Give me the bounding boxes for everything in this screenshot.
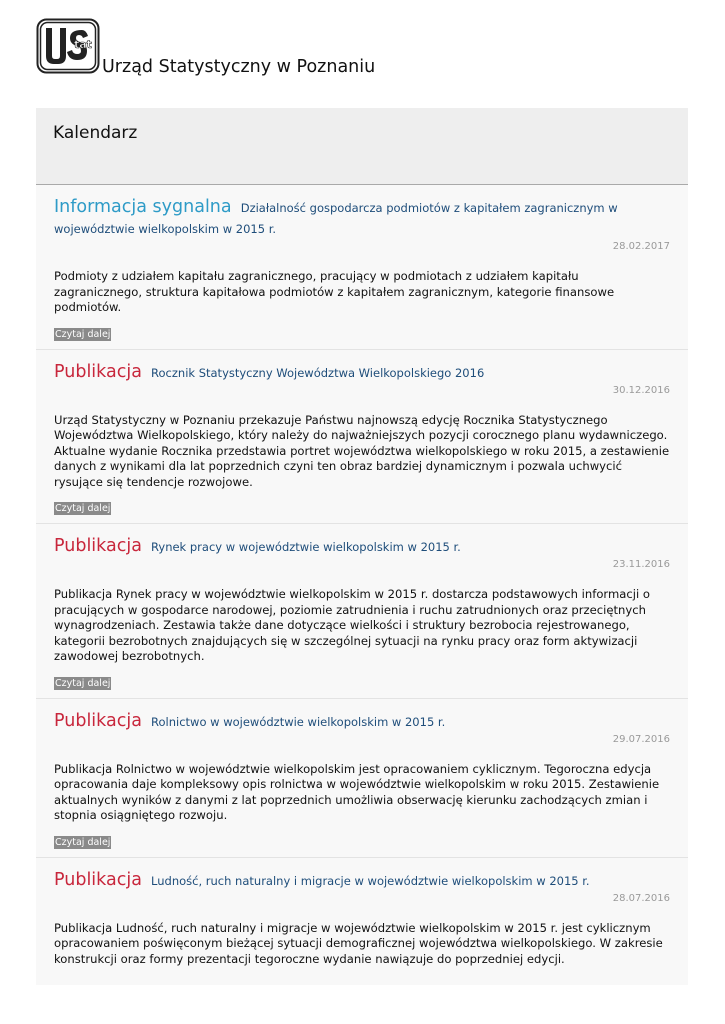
item-description: Publikacja Ludność, ruch naturalny i migracje w województwie wielkopolskim w 2015 r. jest cyklicznym opracowaniem poświęconym bieżącej sytuacji demograficznej województwa wielkopolskiego. W zakresie konstrukcji oraz formy prezentacji tegoroczne wydanie nawiązuje do poprzedniej edycji. <box>54 920 663 966</box>
item-date: 29.07.2016 <box>612 733 670 745</box>
item-date: 28.02.2017 <box>612 241 670 252</box>
item-title-link[interactable]: Działalność gospodarcza podmiotów z kapitałem zagranicznym w województwie wielkopolskim w 2015 r. <box>54 201 618 236</box>
read-more-button[interactable]: Czytaj dalej <box>55 677 111 689</box>
svg-text:tat: tat <box>74 38 92 51</box>
item-title-link[interactable]: Rocznik Statystyczny Województwa Wielkopolskiego 2016 <box>151 365 485 380</box>
panel-title: Kalendarz <box>53 123 138 143</box>
item-title-link[interactable]: Rolnictwo w województwie wielkopolskim w 2015 r. <box>151 714 446 729</box>
read-more-button[interactable]: Czytaj dalej <box>55 328 111 340</box>
item-title-link[interactable]: Rynek pracy w województwie wielkopolskim w 2015 r. <box>151 540 461 554</box>
item-category: Publikacja <box>54 536 142 556</box>
item-description: Publikacja Rynek pracy w województwie wielkopolskim w 2015 r. dostarcza podstawowych informacji o pracujących w gospodarce narodowej, poziomie zatrudnienia i ruchu zatrudnionych oraz przeciętnych wynagrodzeniach. Zestawia także dane dotyczące wielkości i struktury bezrobocia rejestrowanego, kategorii bezrobotnych znajdujących się w szczególnej sytuacji na rynku pracy oraz form aktywizacji zawodowej bezrobotnych. <box>54 587 650 663</box>
item-heading <box>54 197 670 239</box>
item-title-link[interactable]: Ludność, ruch naturalny i migracje w województwie wielkopolskim w 2015 r. <box>151 873 590 888</box>
item-description: Urząd Statystyczny w Poznaniu przekazuje Państwu najnowszą edycję Rocznika Statystycznego Województwa Wielkopolskiego, który należy do najważniejszych pozycji corocznego planu wydawniczego. Aktualne wydanie Rocznika przedstawia portret województwa wielkopolskiego w roku 2015, a zestawienie danych z wynikami dla lat poprzednich czyni ten obraz bardziej dynamicznym i pozwala uchwycić rysujące się tendencje rozwojowe. <box>54 412 670 489</box>
item-date: 30.12.2016 <box>612 384 670 396</box>
read-more-button[interactable]: Czytaj dalej <box>55 836 111 848</box>
item-heading <box>54 711 670 732</box>
item-description: Podmioty z udziałem kapitału zagranicznego, pracujący w podmiotach z udziałem kapitału zagranicznego, struktura kapitałowa podmiotów z kapitałem zagranicznym, kategorie finansowe podmiotów. <box>54 269 615 314</box>
item-category: Publikacja <box>54 710 142 731</box>
list-item <box>36 858 688 986</box>
site-title: Urząd Statystyczny w Poznaniu <box>102 57 376 77</box>
calendar-panel <box>36 108 688 185</box>
list-item <box>36 524 688 699</box>
item-description: Publikacja Rolnictwo w województwie wielkopolskim jest opracowaniem cyklicznym. Tegoroczna edycja opracowania daje kompleksowy opis rolnictwa w województwie wielkopolskim w roku 2015. Zestawienie aktualnych wyników z danymi z lat poprzednich umożliwia obserwację kierunku zachodzących zmian i stopnia osiągniętego rozwoju. <box>54 761 660 822</box>
list-item <box>36 699 688 858</box>
item-heading <box>54 536 670 557</box>
ustat-logo[interactable] <box>36 18 100 74</box>
read-more-button[interactable]: Czytaj dalej <box>55 503 111 514</box>
list-item <box>36 350 688 525</box>
item-date: 28.07.2016 <box>612 892 670 904</box>
item-category: Publikacja <box>54 361 142 382</box>
item-heading <box>54 870 670 891</box>
item-date: 23.11.2016 <box>612 559 670 570</box>
item-heading <box>54 362 670 383</box>
item-category: Publikacja <box>54 869 142 890</box>
news-list <box>36 185 688 985</box>
list-item <box>36 185 688 350</box>
item-category: Informacja sygnalna <box>54 197 232 217</box>
